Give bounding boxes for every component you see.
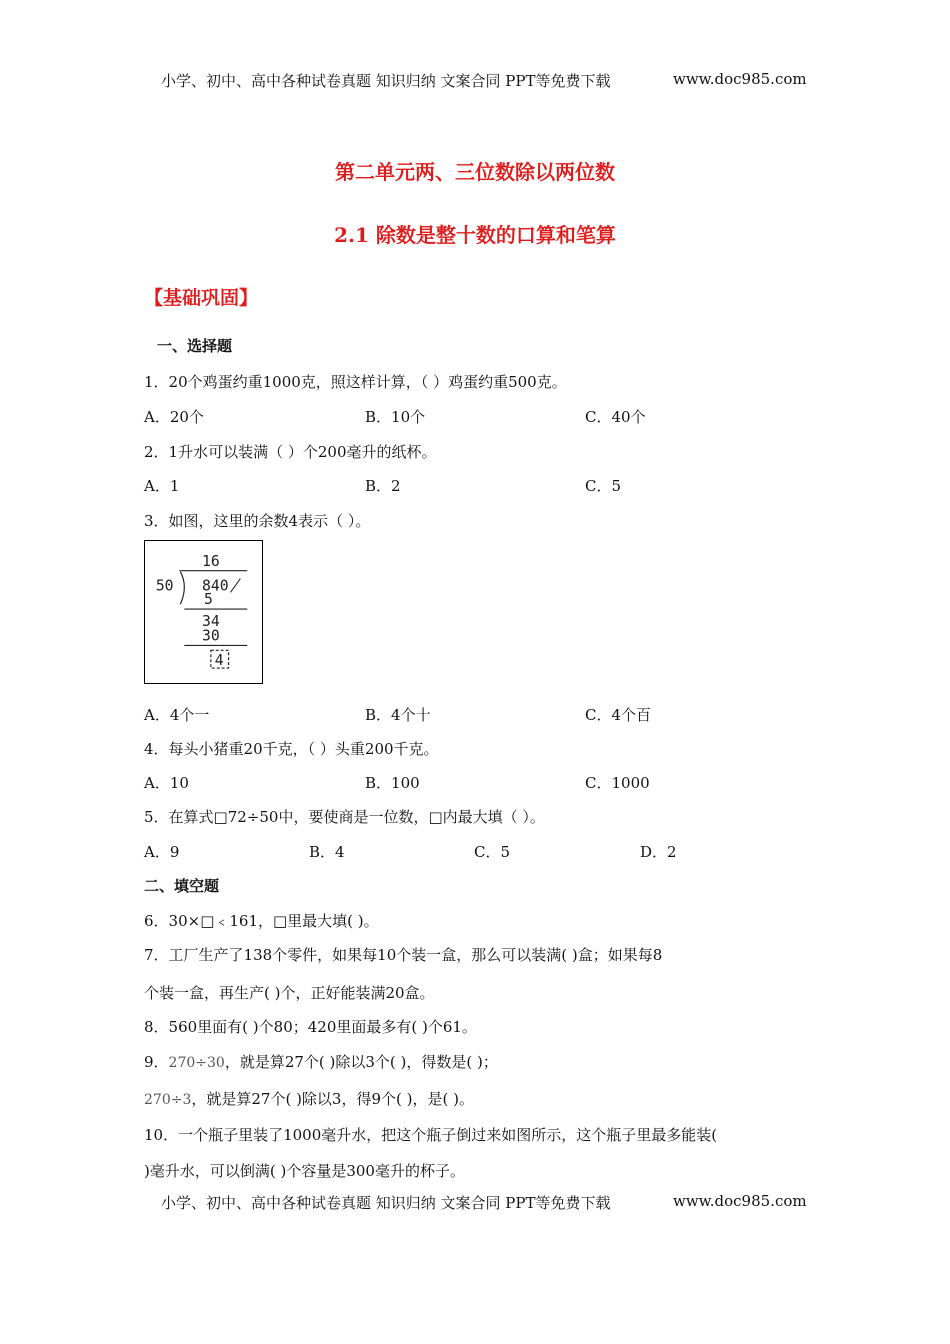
q2-option-c: C．5 [585,477,622,495]
q4-option-b: B．100 [365,774,420,792]
footer-text: 小学、初中、高中各种试卷真题 知识归纳 文案合同 PPT等免费下载 [161,1194,611,1212]
part2-heading: 二、填空题 [144,877,220,895]
q9-expression-2: 270÷3 [144,1092,192,1108]
footer-url[interactable]: www.doc985.com [673,1192,807,1210]
long-division-figure [144,540,263,684]
q4-text: 4．每头小猪重20千克，（ ）头重200千克。 [144,740,439,758]
q4-option-c: C．1000 [585,774,650,792]
fig-quotient: 16 [202,552,220,570]
q1-text: 1．20个鸡蛋约重1000克，照这样计算，（ ）鸡蛋约重500克。 [144,373,567,391]
q2-text: 2．1升水可以装满（ ）个200毫升的纸杯。 [144,443,437,461]
fig-dividend: 840 [202,577,229,595]
q9-line2 [144,1088,474,1109]
q9-line1 [144,1051,498,1072]
q9-expression-1: 270÷30 [168,1055,225,1071]
fig-step3: 30 [202,627,220,645]
q8-text: 8．560里面有( )个80；420里面最多有( )个61。 [144,1018,477,1036]
fig-step1: 5 [203,591,213,609]
q5-option-a: A．9 [144,843,180,861]
q5-text: 5．在算式□72÷50中，要使商是一位数，□内最大填（ ）。 [144,808,545,826]
q6-text: 6．30×□﹤161，□里最大填( )。 [144,912,379,930]
q5-option-d: D．2 [640,843,677,861]
q9-line1-rest: ，就是算27个( )除以3个( )，得数是( )； [224,1053,498,1071]
fig-divisor: 50 [155,577,174,595]
q2-option-a: A．1 [144,477,180,495]
header-text: 小学、初中、高中各种试卷真题 知识归纳 文案合同 PPT等免费下载 [161,72,611,90]
q3-option-b: B．4个十 [365,706,431,724]
fig-strike [231,579,241,593]
q4-option-a: A．10 [144,774,189,792]
q1-option-c: C．40个 [585,408,646,426]
part1-heading: 一、选择题 [157,337,233,355]
q7-text-line2: 个装一盒，再生产( )个，正好能装满20盒。 [144,984,435,1002]
q9-prefix: 9． [144,1053,169,1071]
q9-line2-rest: ，就是算27个( )除以3，得9个( )，是( )。 [191,1090,474,1108]
q1-option-a: A．20个 [144,408,204,426]
fig-remainder: 4 [214,652,224,670]
q7-text-line1: 7．工厂生产了138个零件，如果每10个装一盒，那么可以装满( )盒；如果每8 [144,946,663,964]
fig-division-bracket [180,572,184,604]
section-label: 【基础巩固】 [144,287,259,309]
page-subtitle: 2.1 除数是整十数的口算和笔算 [334,223,616,247]
q1-option-b: B．10个 [365,408,426,426]
page-title: 第二单元两、三位数除以两位数 [335,160,615,184]
q5-option-b: B．4 [309,843,345,861]
q10-text-line1: 10．一个瓶子里装了1000毫升水，把这个瓶子倒过来如图所示，这个瓶子里最多能装( [144,1126,718,1144]
q3-text: 3．如图，这里的余数4表示（ ）。 [144,512,371,530]
q2-option-b: B．2 [365,477,401,495]
q3-option-a: A．4个一 [144,706,210,724]
header-url[interactable]: www.doc985.com [673,70,807,88]
q10-text-line2: )毫升水，可以倒满( )个容量是300毫升的杯子。 [144,1162,465,1180]
q5-option-c: C．5 [474,843,511,861]
q3-option-c: C．4个百 [585,706,652,724]
fig-step2: 34 [202,612,220,630]
